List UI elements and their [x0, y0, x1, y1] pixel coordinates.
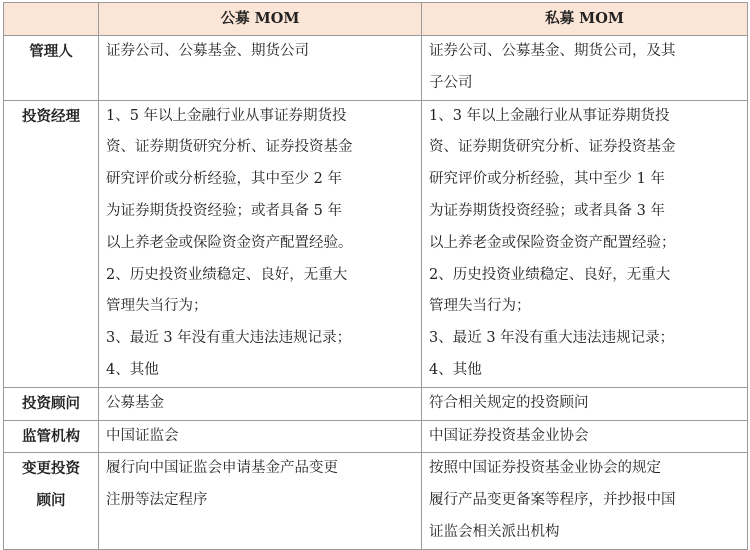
cell-public-change-advisor	[99, 453, 422, 549]
row-regulator	[4, 420, 748, 453]
header-public-mom: 公募 MOM	[99, 3, 422, 36]
text-line: 资、证券期货研究分析、证券投资基金	[429, 139, 676, 156]
label-line: 变更投资	[22, 460, 80, 478]
header-row	[4, 3, 748, 36]
text-line: 2、历史投资业绩稳定、良好，无重大	[429, 266, 671, 283]
comparison-table	[3, 2, 748, 550]
text-line: 履行产品变更备案等程序，并抄报中国	[429, 492, 676, 509]
text-line: 以上养老金或保险资金资产配置经验；	[429, 234, 676, 251]
text-line: 1、3 年以上金融行业从事证券期货投	[429, 107, 670, 124]
row-investment-manager	[4, 100, 748, 387]
cell-private-manager	[422, 36, 748, 101]
text-line: 证券公司、公募基金、期货公司	[106, 43, 309, 59]
row-change-advisor	[4, 453, 748, 549]
header-blank	[4, 3, 99, 36]
cell-public-investment-manager	[99, 100, 422, 387]
text-line: 1、5 年以上金融行业从事证券期货投	[106, 107, 347, 124]
text-line: 履行向中国证监会申请基金产品变更	[106, 460, 338, 477]
text-line: 以上养老金或保险资金资产配置经验。	[106, 234, 353, 251]
cell-private-regulator	[422, 420, 748, 453]
row-label-manager: 管理人	[4, 36, 99, 101]
text-line: 3、最近 3 年没有重大违法违规记录；	[429, 330, 675, 347]
text-line: 按照中国证券投资基金业协会的规定	[429, 460, 661, 477]
text-line: 中国证监会	[106, 427, 179, 444]
cell-private-change-advisor	[422, 453, 748, 549]
label-line: 顾问	[36, 492, 66, 510]
text-line: 研究评价或分析经验，其中至少 1 年	[429, 171, 665, 188]
text-line: 管理失当行为；	[429, 298, 531, 315]
text-line: 符合相关规定的投资顾问	[429, 394, 589, 411]
cell-public-manager	[99, 36, 422, 101]
row-label-regulator: 监管机构	[4, 420, 99, 453]
row-label-change-advisor	[4, 453, 99, 549]
cell-private-investment-manager	[422, 100, 748, 387]
text-line: 证券公司、公募基金、期货公司，及其	[429, 43, 676, 59]
text-line: 证监会相关派出机构	[429, 523, 560, 540]
text-line: 注册等法定程序	[106, 492, 208, 509]
row-investment-advisor	[4, 387, 748, 420]
text-line: 为证券期货投资经验；或者具备 5 年	[106, 202, 342, 219]
header-private-mom: 私募 MOM	[422, 3, 748, 36]
row-label-investment-advisor: 投资顾问	[4, 387, 99, 420]
cell-public-investment-advisor	[99, 387, 422, 420]
cell-public-regulator	[99, 420, 422, 453]
text-line: 子公司	[429, 74, 473, 91]
text-line: 中国证券投资基金业协会	[429, 427, 589, 444]
text-line: 公募基金	[106, 394, 164, 411]
text-line: 资、证券期货研究分析、证券投资基金	[106, 139, 353, 156]
text-line: 为证券期货投资经验；或者具备 3 年	[429, 202, 665, 219]
row-label-investment-manager: 投资经理	[4, 100, 99, 387]
text-line: 管理失当行为；	[106, 298, 208, 315]
row-manager	[4, 36, 748, 101]
text-line: 3、最近 3 年没有重大违法违规记录；	[106, 330, 352, 347]
text-line: 研究评价或分析经验，其中至少 2 年	[106, 171, 342, 188]
cell-private-investment-advisor	[422, 387, 748, 420]
text-line: 4、其他	[429, 361, 482, 378]
text-line: 2、历史投资业绩稳定、良好，无重大	[106, 266, 348, 283]
text-line: 4、其他	[106, 361, 159, 378]
